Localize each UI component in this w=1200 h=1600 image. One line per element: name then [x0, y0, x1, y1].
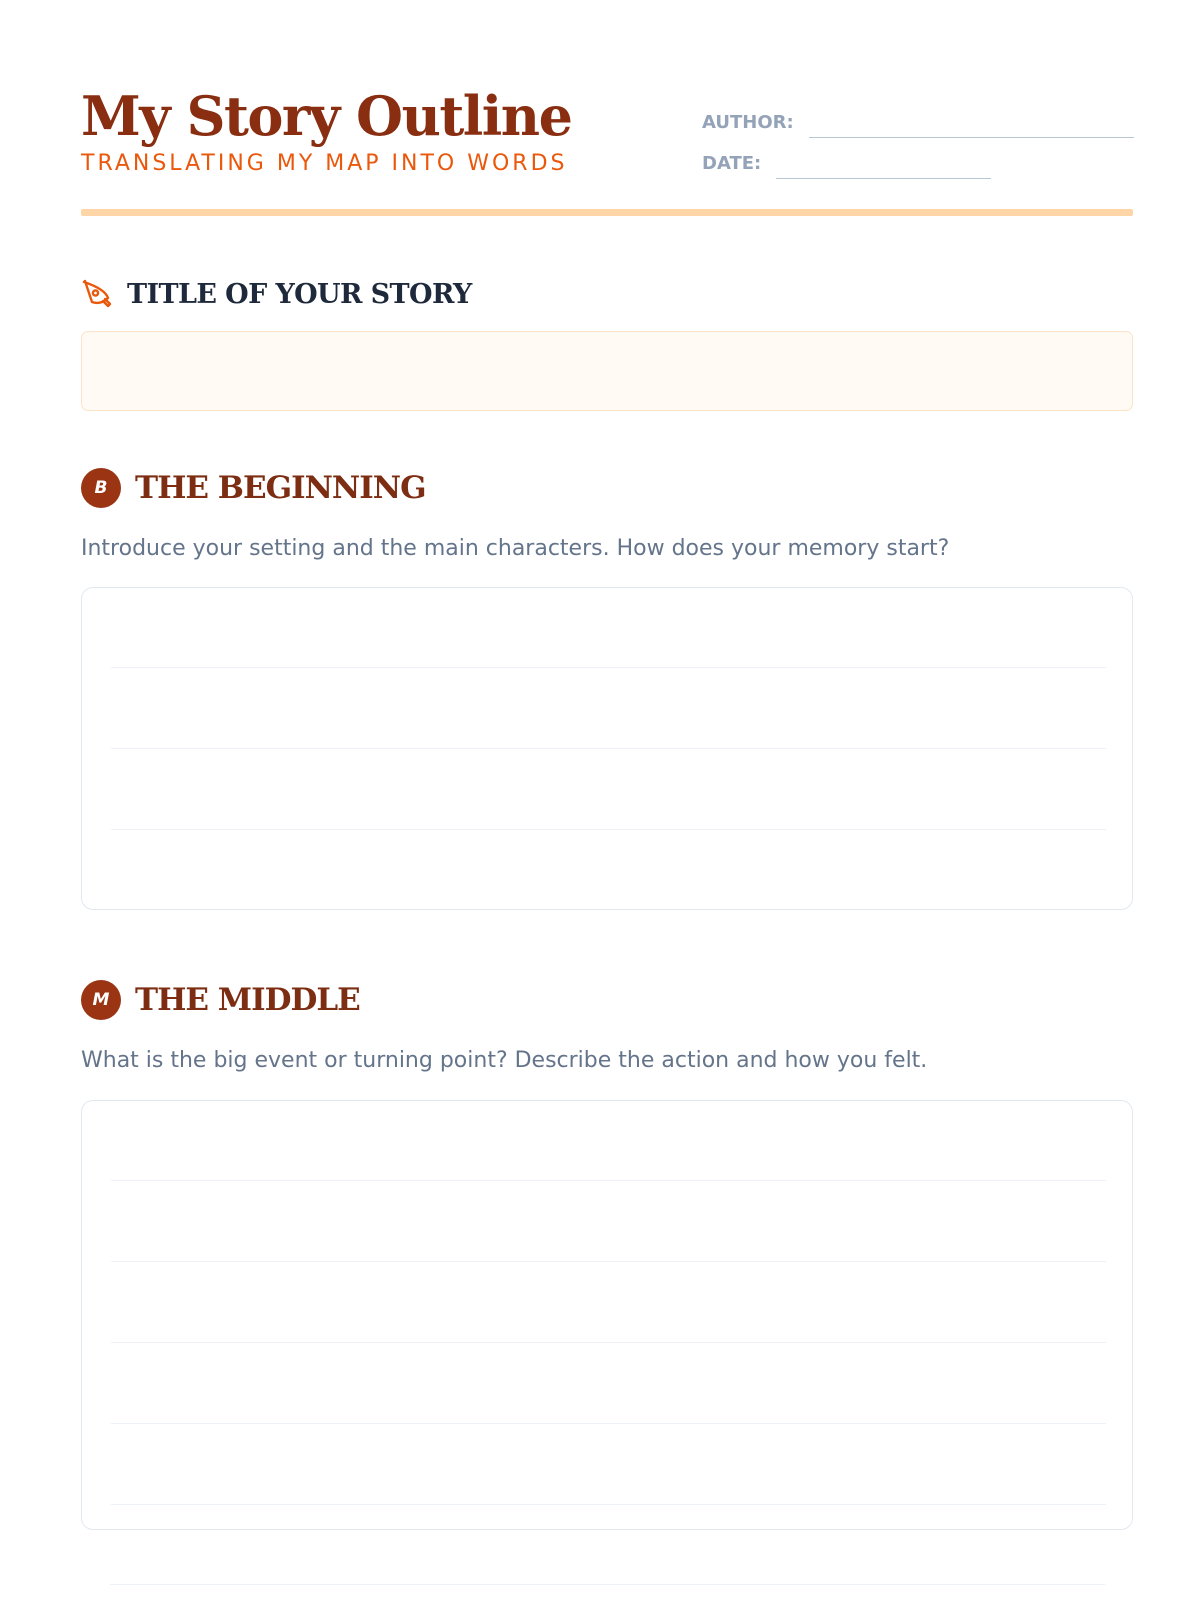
ruled-line [111, 1342, 1106, 1343]
ruled-line [111, 829, 1106, 830]
ruled-line [111, 748, 1106, 749]
ruled-line [111, 1423, 1106, 1424]
date-field[interactable] [776, 178, 991, 179]
ruled-line [111, 1504, 1106, 1505]
page-title: My Story Outline [81, 84, 572, 148]
middle-heading [81, 980, 360, 1020]
middle-writing-area[interactable] [81, 1100, 1133, 1530]
ruled-line [110, 1584, 1105, 1585]
header-divider [81, 209, 1133, 216]
beginning-heading [81, 468, 426, 508]
pen-nib-icon [81, 278, 127, 310]
beginning-writing-area[interactable] [81, 587, 1133, 910]
story-title-input[interactable] [81, 331, 1133, 411]
beginning-prompt: Introduce your setting and the main characters. How does your memory start? [81, 536, 950, 561]
story-title-heading [81, 277, 472, 311]
date-label: DATE: [702, 153, 762, 174]
page-subtitle: TRANSLATING MY MAP INTO WORDS [81, 151, 568, 176]
author-field[interactable] [809, 137, 1134, 138]
middle-heading-label: THE MIDDLE [135, 982, 360, 1018]
author-label: AUTHOR: [702, 112, 794, 133]
beginning-badge: B [81, 468, 121, 508]
worksheet-header [81, 82, 1133, 216]
story-title-heading-label: TITLE OF YOUR STORY [127, 278, 472, 310]
beginning-heading-label: THE BEGINNING [135, 470, 426, 506]
ruled-line [111, 1261, 1106, 1262]
ruled-line [111, 1180, 1106, 1181]
ruled-line [111, 667, 1106, 668]
middle-badge: M [81, 980, 121, 1020]
middle-prompt: What is the big event or turning point? Describe the action and how you felt. [81, 1048, 928, 1073]
